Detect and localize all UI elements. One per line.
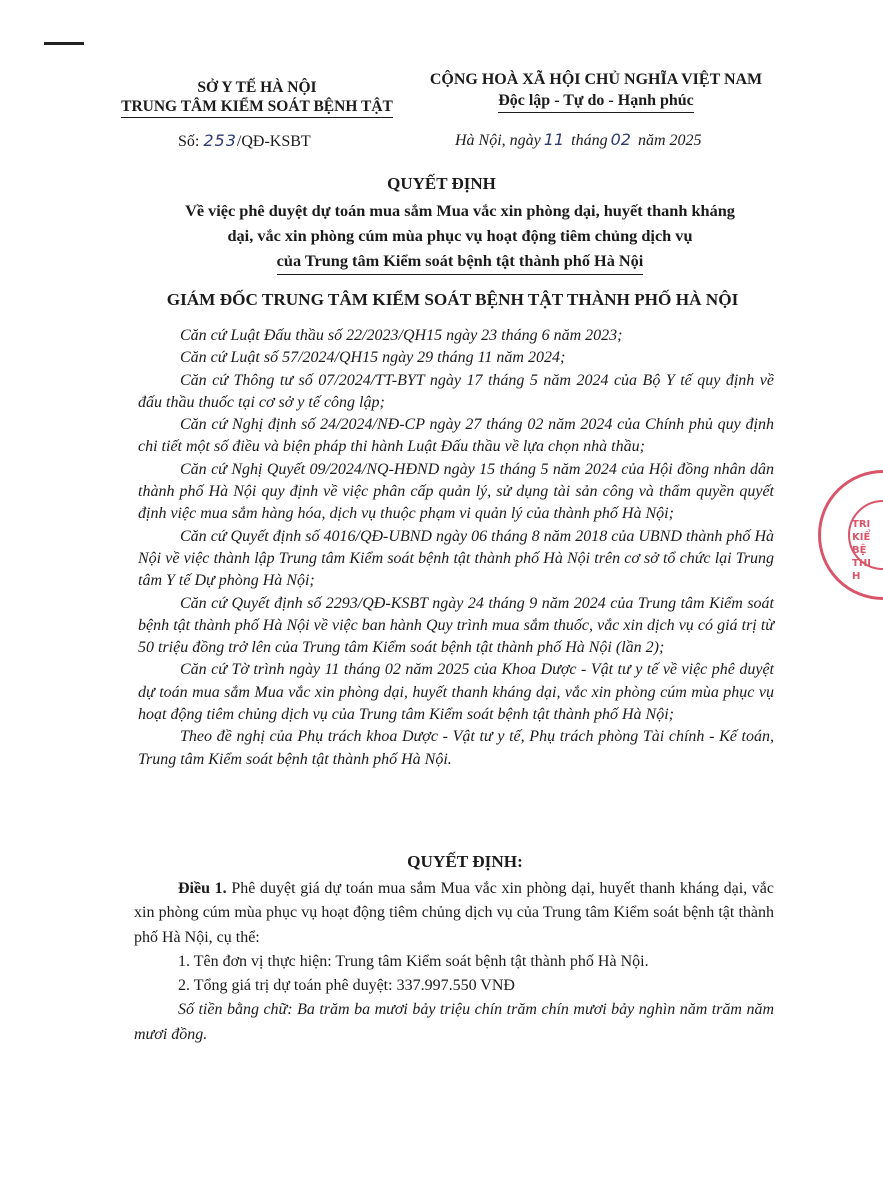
seal-line: H — [852, 571, 861, 582]
amount-words: Ba trăm ba mươi bảy triệu chín trăm chín mươi bảy nghìn năm trăm năm mươi đồng. — [134, 1001, 775, 1043]
agency-name: SỞ Y TẾ HÀ NỘI — [197, 79, 317, 96]
basis-paragraph: Căn cứ Quyết định số 4016/QĐ-UBND ngày 06 tháng 8 năm 2018 của UBND thành phố Hà Nội về việc thành lập Trung tâm Kiểm soát bệnh tật thành phố Hà Nội trên cơ sở tổ chức lại Trung tâm Y tế Dự phòng Hà Nội; — [138, 527, 774, 590]
article-item: 1. Tên đơn vị thực hiện: Trung tâm Kiểm soát bệnh tật thành phố Hà Nội. — [178, 952, 649, 970]
basis-paragraph: Căn cứ Luật số 57/2024/QH15 ngày 29 tháng 11 năm 2024; — [180, 349, 566, 367]
basis-paragraph: Căn cứ Thông tư số 07/2024/TT-BYT ngày 17 tháng 5 năm 2024 của Bộ Y tế quy định về đấu thầu thuốc tại cơ sở y tế công lập; — [138, 371, 774, 411]
org-name: TRUNG TÂM KIỂM SOÁT BỆNH TẬT — [121, 97, 393, 118]
amount-words-label: Số tiền bằng chữ: — [178, 1001, 293, 1019]
amount-in-words — [134, 998, 774, 1047]
document-title: QUYẾT ĐỊNH — [387, 174, 496, 193]
basis-paragraph: Căn cứ Tờ trình ngày 11 tháng 02 năm 2025 của Khoa Dược - Vật tư y tế về việc phê duyệt dự toán mua sắm Mua vắc xin phòng dại, huyết thanh kháng dại, vắc xin phòng cúm mùa phục vụ hoạt động tiêm chủng dịch vụ của Trung tâm Kiểm soát bệnh tật thành phố Hà Nội; — [138, 661, 774, 724]
date-prefix: Hà Nội, ngày — [455, 132, 541, 149]
decision-heading: QUYẾT ĐỊNH: — [407, 852, 523, 871]
seal-line: THI — [852, 558, 871, 569]
date-day: 11 — [543, 130, 565, 149]
subject-line: Về việc phê duyệt dự toán mua sắm Mua vắc xin phòng dại, huyết thanh kháng — [185, 201, 735, 220]
legal-bases — [138, 325, 774, 771]
number-prefix: Số: — [178, 133, 200, 150]
issuer-block — [112, 78, 402, 118]
subject-line: của Trung tâm Kiểm soát bệnh tật thành phố Hà Nội — [277, 248, 644, 275]
article-label: Điều 1. — [178, 880, 227, 897]
scan-mark — [44, 42, 84, 45]
basis-paragraph: Căn cứ Nghị Quyết 09/2024/NQ-HĐND ngày 15 tháng 5 năm 2024 của Hội đồng nhân dân thành phố Hà Nội quy định về việc phân cấp quản lý, sử dụng tài sản công và thẩm quyền quyết định việc mua sắm hàng hóa, dịch vụ thuộc phạm vi quản lý của thành phố Hà Nội; — [138, 460, 774, 523]
document-date — [455, 130, 702, 150]
article-item: 2. Tổng giá trị dự toán phê duyệt: 337.997.550 VNĐ — [178, 977, 515, 995]
document-subject — [140, 198, 780, 275]
date-month-label: tháng — [571, 132, 608, 149]
date-year: năm 2025 — [637, 132, 702, 149]
seal-line: KIỂ — [852, 532, 871, 543]
basis-paragraph: Theo đề nghị của Phụ trách khoa Dược - Vật tư y tế, Phụ trách phòng Tài chính - Kế toán, Trung tâm Kiểm soát bệnh tật thành phố Hà Nội. — [138, 728, 774, 768]
number-value: 253 — [203, 131, 237, 150]
basis-paragraph: Căn cứ Quyết định số 2293/QĐ-KSBT ngày 24 tháng 9 năm 2024 của Trung tâm Kiểm soát bệnh tật thành phố Hà Nội về việc ban hành Quy trình mua sắm thuốc, vắc xin dịch vụ có giá trị từ 50 triệu đồng trở lên của Trung tâm Kiểm soát bệnh tật thành phố Hà Nội (lần 2); — [138, 594, 774, 657]
motto: Độc lập - Tự do - Hạnh phúc — [498, 90, 694, 113]
document-number — [178, 131, 311, 151]
date-month: 02 — [610, 130, 631, 149]
seal-line: TRI — [852, 519, 871, 530]
basis-paragraph: Căn cứ Luật Đấu thầu số 22/2023/QH15 ngày 23 tháng 6 năm 2023; — [180, 327, 623, 344]
basis-paragraph: Căn cứ Nghị định số 24/2024/NĐ-CP ngày 27 tháng 02 năm 2024 của Chính phủ quy định chi tiết một số điều và biện pháp thi hành Luật Đấu thầu về lựa chọn nhà thầu; — [138, 416, 774, 456]
authority-heading: GIÁM ĐỐC TRUNG TÂM KIỂM SOÁT BỆNH TẬT THÀNH PHỐ HÀ NỘI — [166, 290, 739, 309]
seal-line: BỆ — [852, 545, 867, 556]
article-1 — [134, 877, 774, 1047]
subject-line: dại, vắc xin phòng cúm mùa phục vụ hoạt động tiêm chủng dịch vụ — [227, 226, 693, 245]
number-suffix: /QĐ-KSBT — [236, 133, 311, 150]
seal-text — [852, 518, 883, 583]
article-body: Phê duyệt giá dự toán mua sắm Mua vắc xin phòng dại, huyết thanh kháng dại, vắc xin phòng cúm mùa phục vụ hoạt động tiêm chủng dịch vụ của Trung tâm Kiểm soát bệnh tật thành phố Hà Nội, cụ thể: — [134, 880, 775, 946]
country-name: CỘNG HOÀ XÃ HỘI CHỦ NGHĨA VIỆT NAM — [429, 71, 763, 88]
article-1-text — [134, 877, 774, 950]
national-heading — [410, 69, 782, 113]
